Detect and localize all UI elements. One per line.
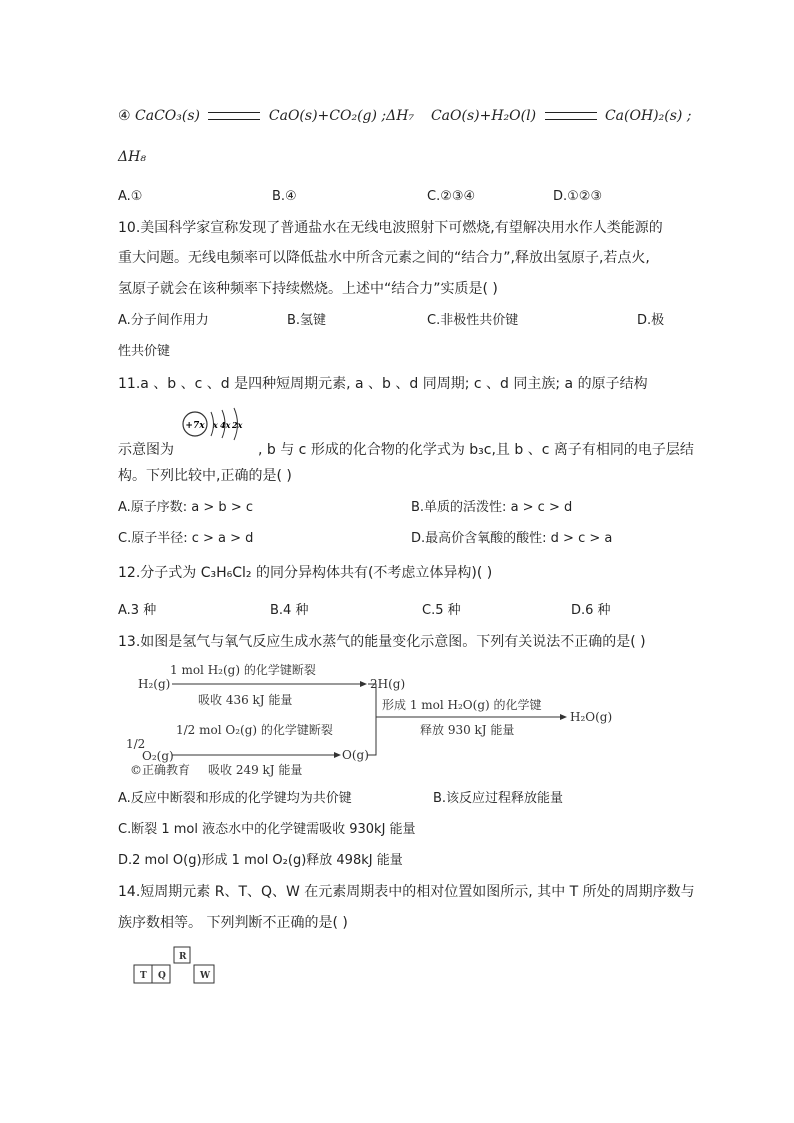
eq1-enthalpy: ;ΔH₇ [381,108,415,124]
o2-absorb-label: 吸收 249 kJ 能量 [208,763,303,777]
double-line-arrow [545,112,597,120]
nucleus-label: +7x [185,421,205,431]
q9-option4-line: ④ CaCO₃(s) CaO(s)+CO₂(g) ;ΔH₇ CaO(s)+H₂O(l) Ca(OH)₂(s) ; [118,108,692,124]
q12-choice-c: C.5 种 [422,603,461,618]
q11-line3: 构。下列比较中,正确的是( ) [118,468,292,484]
q10-choice-a: A.分子间作用力 [118,313,209,328]
q12-line1: 12.分子式为 C₃H₆Cl₂ 的同分异构体共有(不考虑立体异构)( ) [118,565,493,581]
q14-line1: 14.短周期元素 R、T、Q、W 在元素周期表中的相对位置如图所示, 其中 T 所处的周期序数与 [118,884,695,900]
cell-w-label: W [200,971,211,981]
h2-label: H₂(g) [138,677,171,691]
q11-choice-d: D.最高价含氧酸的酸性: d > c > a [411,531,613,546]
periodic-table-snippet [130,945,230,990]
q11-choice-c: C.原子半径: c > a > d [118,531,254,546]
q12-choice-a: A.3 种 [118,603,157,618]
h-atoms-label: 2H(g) [370,677,406,691]
q9-choice-b: B.④ [272,189,297,204]
watermark: ©正确教育 [130,763,191,777]
q12-choice-d: D.6 种 [571,603,611,618]
bracket [368,684,376,755]
cell-r-label: R [179,952,187,962]
q10-line2: 重大问题。无线电频率可以降低盐水中所含元素之间的“结合力”,释放出氢原子,若点火, [118,250,650,266]
o2-label: O₂(g) [142,749,174,763]
q10-line1: 10.美国科学家宣称发现了普通盐水在无线电波照射下可燃烧,有望解决用水作人类能源的 [118,220,663,236]
arrowhead [334,752,341,758]
double-line-arrow [208,112,260,120]
q10-line-tail: 性共价键 [118,344,171,359]
q11-line2: 示意图为 , b 与 c 形成的化合物的化学式为 b₃c,且 b 、c 离子有相同的电子层结 [118,442,694,458]
formation-release-label: 释放 930 kJ 能量 [420,723,515,737]
cell-t-label: T [140,971,147,981]
h2-break-label: 1 mol H₂(g) 的化学键断裂 [170,663,316,677]
o-atom-label: O(g) [342,748,369,762]
q9-choice-d: D.①②③ [553,189,603,204]
circled-number: ④ [118,108,131,124]
q13-choice-c: C.断裂 1 mol 液态水中的化学键需吸收 930kJ 能量 [118,822,416,837]
q10-choice-d: D.极 [637,313,665,328]
q12-choice-b: B.4 种 [270,603,309,618]
shell-2-electrons: 4x [220,420,231,430]
eq1-product: CaO(s)+CO₂(g) [268,108,377,124]
q13-choice-d: D.2 mol O(g)形成 1 mol O₂(g)释放 498kJ 能量 [118,853,403,868]
q10-choice-b: B.氢键 [287,313,327,328]
q10-line3: 氢原子就会在该种频率下持续燃烧。上述中“结合力”实质是( ) [118,281,498,297]
q13-choice-b: B.该反应过程释放能量 [433,791,564,806]
atom-structure-diagram [180,402,250,442]
q9-dh8: ΔH₈ [118,149,146,165]
q11-line1: 11.a 、b 、c 、d 是四种短周期元素, a 、b 、d 同周期; c 、d 同主族; a 的原子结构 [118,376,648,392]
energy-diagram [120,660,720,780]
formation-label: 形成 1 mol H₂O(g) 的化学键 [382,698,542,712]
arrowhead [560,714,567,720]
cell-q-label: Q [158,971,166,981]
product-label: H₂O(g) [570,710,613,724]
shell-1-electrons: x [213,420,218,430]
o2-break-label: 1/2 mol O₂(g) 的化学键断裂 [176,723,333,737]
q10-choice-c: C.非极性共价键 [427,313,519,328]
h2-absorb-label: 吸收 436 kJ 能量 [198,693,293,707]
eq2-reactant: CaO(s)+H₂O(l) [430,108,537,124]
q14-line2: 族序数相等。 下列判断不正确的是( ) [118,915,348,931]
q11-choice-b: B.单质的活泼性: a > c > d [411,500,573,515]
eq1-reactant: CaCO₃(s) [135,108,200,124]
arrowhead [360,681,367,687]
shell-3-electrons: 2x [232,420,243,430]
q9-choice-a: A.① [118,189,143,204]
q11-choice-a: A.原子序数: a > b > c [118,500,253,515]
q13-line1: 13.如图是氢气与氧气反应生成水蒸气的能量变化示意图。下列有关说法不正确的是( ) [118,634,646,650]
q9-choice-c: C.②③④ [427,189,476,204]
eq2-product: Ca(OH)₂(s) [604,108,683,124]
o2-coefficient: 1/2 [126,737,146,751]
q13-choice-a: A.反应中断裂和形成的化学键均为共价键 [118,791,352,806]
